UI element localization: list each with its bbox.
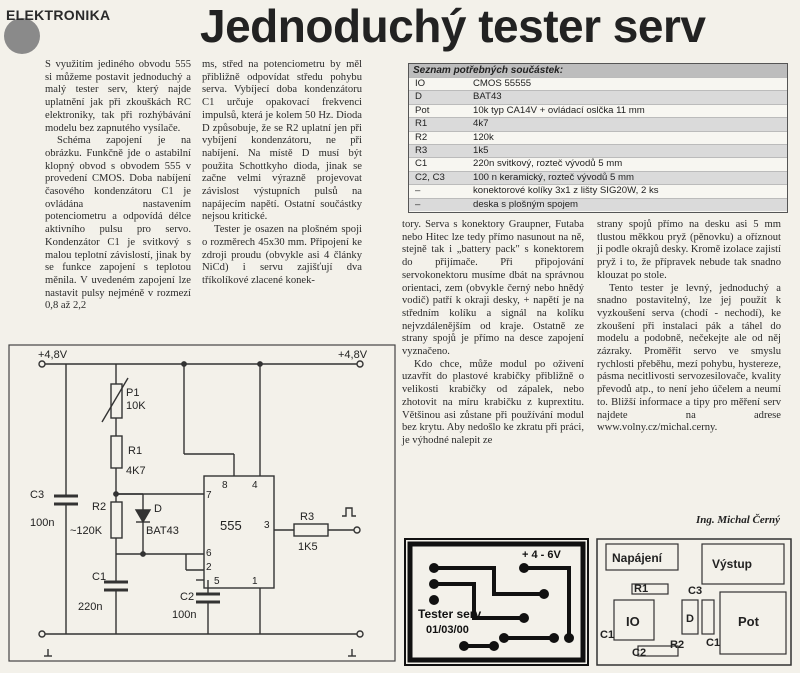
vcc-label: +4,8V	[338, 349, 368, 361]
c2-label: C2	[180, 591, 195, 603]
r2-position-label: R2	[670, 639, 685, 651]
paragraph: Tester je osazen na plošném spoji o rozměrech 45x30 mm. Připojení ke zdroji proudu (obvykle asi 4 články NiCd) i servu zajišťují dva tříkolíkové zlacené konek-	[202, 224, 362, 286]
parts-row	[409, 144, 787, 157]
part-desc: deska s plošným spojem	[473, 198, 579, 210]
author: Ing. Michal Černý	[695, 514, 780, 526]
part-ref: Pot	[415, 104, 430, 116]
power-connector-label: Napájení	[612, 551, 663, 565]
part-ref: D	[415, 91, 422, 103]
c1-position-label: C1	[706, 637, 721, 649]
parts-list-title: Seznam potřebných součástek:	[409, 64, 787, 77]
parts-row	[409, 171, 787, 184]
c1-label: C1	[92, 571, 107, 583]
r3-label: R3	[300, 511, 315, 523]
diode-label: D	[154, 503, 162, 515]
r2-value: ~120K	[70, 525, 103, 537]
parts-row	[409, 198, 787, 211]
pin-label: 6	[206, 548, 212, 559]
parts-row	[409, 157, 787, 170]
c2-value: 100n	[172, 609, 197, 621]
part-ref: R1	[415, 118, 428, 130]
p1-label: P1	[126, 387, 140, 399]
r1-label: R1	[128, 445, 143, 457]
part-desc: 4k7	[473, 118, 489, 130]
article-column-2	[202, 59, 362, 288]
part-desc: konektorové kolíky 3x1 z lišty SIG20W, 2 ks	[473, 185, 659, 197]
parts-row	[409, 90, 787, 103]
pin-label: 1	[252, 576, 258, 587]
pin-label: 7	[206, 490, 212, 501]
c3-value: 100n	[30, 517, 55, 529]
part-ref: R2	[415, 131, 428, 143]
section-label: ELEKTRONIKA	[6, 7, 111, 23]
vcc-label: +4,8V	[38, 349, 68, 361]
paragraph: Tento tester je levný, jednoduchý a snadno postavitelný, lze jej použít k vyzkoušení serva (chodí - nechodí), ke zkoušení při instalaci pák a táhel do modelu a podobně, nečekejte ale od něj zázraky. Proměřit servo ve smyslu rychlosti přeběhu, mezí pohybu, hystereze, pásma necitlivosti servozesilovače, kvality převodů atp., to není jeho účelem a neumí to. Bližší informace a tipy pro měření serv najdete na adrese www.volny.cz/michal.cerny.	[597, 282, 781, 434]
part-ref: R3	[415, 144, 428, 156]
article-column-4	[597, 219, 781, 435]
paragraph: Kdo chce, může modul po oživení uzavřít do plastové krabičky přibližně o velikosti krabičky od zápalek, nebo zhotovit na míru krabičku z kuprextitu. Většinou asi zůstane při používání modul bez krytu. Aby nedošlo ke zkratu při práci, je výhodné nalepit ze	[402, 358, 584, 446]
paragraph: Schéma zapojení je na obrázku. Funkčně jde o astabilní klopný obvod s obvodem 555 v provedení CMOS. Doba nabíjení časového kondenzátoru C1 je ovládána nastavením potenciometru a odpovídá délce aktivního pulsu pro servo. Kondenzátor C1 je svitkový s malou teplotní závislostí, jinak by se funkce zapojení s teplotou měnila. V uvedeném zapojení lze nastavit pulsy nejméně v rozmezí 0,8 až 2,2	[45, 135, 191, 312]
part-desc: 100 n keramický, rozteč vývodů 5 mm	[473, 171, 635, 183]
ic-position-label: IO	[626, 614, 640, 629]
c1-position-label-left: C1	[600, 629, 615, 641]
ic-label: 555	[220, 518, 242, 533]
p1-value: 10K	[126, 400, 146, 412]
parts-row	[409, 117, 787, 130]
part-ref: C2, C3	[415, 171, 445, 183]
pcb-artwork	[404, 538, 589, 666]
parts-row	[409, 184, 787, 197]
c1-value: 220n	[78, 601, 103, 613]
article-column-3	[402, 219, 584, 448]
r2-label: R2	[92, 501, 107, 513]
r3-value: 1K5	[298, 541, 318, 553]
paragraph: strany spojů přímo na desku asi 5 mm tlustou měkkou pryž (pěnovku) a oříznout ji podle okrajů desky. Kromě izolace zajistí pryž i to, že přípravek nebude tak snadno klouzat po stole.	[597, 219, 781, 281]
part-ref: IO	[415, 78, 426, 89]
parts-row	[409, 131, 787, 144]
parts-list	[408, 63, 788, 213]
pin-label: 5	[214, 576, 220, 587]
pin-label: 8	[222, 480, 228, 491]
output-connector-label: Výstup	[712, 557, 753, 571]
article-title: Jednoduchý tester serv	[200, 0, 706, 52]
part-desc: BAT43	[473, 91, 502, 103]
part-desc: 10k typ CA14V + ovládací oslčka 11 mm	[473, 104, 645, 116]
pin-label: 3	[264, 520, 270, 531]
c3-label: C3	[30, 489, 45, 501]
circuit-schematic	[8, 344, 396, 662]
paragraph: S využitím jediného obvodu 555 si můžeme postavit jednoduchý a malý tester serv, který najde uplatnění jak při zkouškách RC elektroniky, tak při rozhýbávání modelu bez zapnutého vysílače.	[45, 59, 191, 134]
part-ref: –	[415, 198, 421, 210]
part-desc: 1k5	[473, 144, 489, 156]
pin-label: 4	[252, 480, 258, 491]
component-layout	[596, 538, 792, 666]
pcb-date: 01/03/00	[426, 624, 469, 636]
r1-value: 4K7	[126, 465, 146, 477]
r1-position-label: R1	[634, 583, 649, 595]
parts-row	[409, 104, 787, 117]
part-ref: –	[415, 185, 421, 197]
part-desc: 220n svitkový, rozteč vývodů 5 mm	[473, 158, 623, 170]
section-marker	[4, 18, 40, 54]
part-desc: CMOS 55555	[473, 78, 532, 89]
part-ref: C1	[415, 158, 428, 170]
part-desc: 120k	[473, 131, 494, 143]
pcb-title: Tester serv	[418, 607, 482, 621]
pin-label: 2	[206, 562, 212, 573]
pot-position-label: Pot	[738, 614, 759, 629]
diode-position-label: D	[686, 613, 694, 625]
parts-row	[409, 77, 787, 90]
diode-value: BAT43	[146, 525, 179, 537]
pcb-voltage: + 4 - 6V	[522, 549, 561, 561]
c2-position-label: C2	[632, 647, 647, 659]
paragraph: tory. Serva s konektory Graupner, Futaba nebo Hitec lze tedy přímo nasunout na ně, stejně tak i „battery pack" s konektorem do přijímače. Při připojování servokonektoru musíme dbát na správnou orientaci, zem (obvykle černý nebo hnědý vodič) patří k okraji desky, + napětí je na středním kolíku a signál na kolíku nejvzdálenějším od kraje. Ostatně ze strany spojů je přímo na desce zapojení vyznačeno.	[402, 219, 584, 358]
article-column-1	[45, 59, 191, 313]
paragraph: ms, střed na potenciometru by měl přibližně odpovídat středu pohybu serva. Vybíjecí doba kondenzátoru C1 určuje opakovací frekvenci impulsů, která je kolem 50 Hz. Dioda D způsobuje, že se R2 uplatní jen při vybíjení kondenzátoru, ne při nabíjení. Na místě D musí být použita Schottkyho dioda, jinak se začne velmi výrazně projevovat závislost výstupních pulsů na napájecím napětí. Ostatní součástky nejsou kritické.	[202, 59, 362, 223]
c3-position-label: C3	[688, 585, 703, 597]
